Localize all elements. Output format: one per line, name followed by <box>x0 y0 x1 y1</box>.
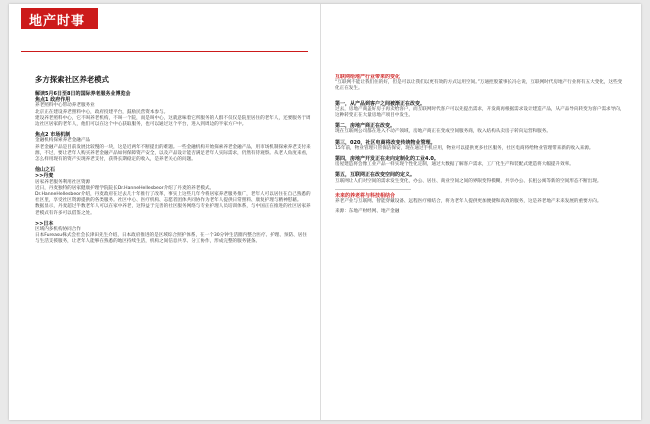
paragraph: 养老照料中心带动养老服务业 <box>35 103 95 109</box>
section-heading: 焦点2 市场机制 <box>35 132 71 139</box>
section-banner-label: 地产时事 <box>29 14 86 29</box>
section-heading: 他山之石 <box>35 167 56 174</box>
section-heading: 第一，从产品到客户之间被渐正在改变。 <box>335 100 426 107</box>
right-article <box>335 74 625 406</box>
section-divider <box>335 189 411 190</box>
section-heading: 第三，020，社区电商将改变传统物业管理。 <box>335 139 436 146</box>
article-title: 多方探索社区养老模式 <box>35 75 109 84</box>
left-article <box>35 75 311 410</box>
paragraph: “互联网不能让我们住的好，但是可以让我们以更有效的方式运用空间。”万通控股董事长冯仑说，互联网时代房地产行业将有五大变化，这些变化正在发生。 <box>335 80 623 92</box>
paragraph: 居家养老服务利用社区资源 <box>35 179 91 185</box>
paragraph: 建设养老照料中心，它不叫养老机构，不叫一个院，而是叫中心，这就意味着它所服务的人群不仅仅是院里居住的老年人，还要服务于周边社区居家的老年人，他们可以在这个中心获取服务，也可以通过这个平台，进入到周边的半家方户中。 <box>35 115 311 128</box>
section-heading: 第二，房地产商正在改变。 <box>335 123 396 130</box>
section-subheading: >>丹麦 <box>35 173 54 180</box>
section-heading: 第四，房地产开发正在走向定制化的工业4.0。 <box>335 156 439 163</box>
paragraph: 金融机构探索养老金融产品 <box>35 138 91 144</box>
section-heading: 第五，互联网正在改变空间的定义。 <box>335 172 416 179</box>
paragraph: 过去，房地产商盖好房子再卖给客户，而互联网时代客户可以先提出需求，开发商再根据需求设计建造产品，从产品导向转变为客户需求导向，这种转变正在大量房地产项目中发生。 <box>335 106 625 119</box>
paragraph: 养老金融产品是目前发展比较慢的一块，这是近两年不断提出的难题。一些金融机构开始探索养老金融产品，用市场机制探索养老支付来源，不过，要让老年人购买养老金融产品如何保障资产安全，以及产品设计能否满足老年人实际需求，仍然有待观察。从老人角度来看，怎么样用现有的资产实现养老支付，获得长期稳定的收入，是养老关心的问题。 <box>35 144 311 163</box>
paragraph: 房屋建造将会像工业产品一样实现个性化定制，通过大数据了解客户需求，工厂化生产和装配式建造将大幅提升效率。 <box>335 162 574 168</box>
page-gutter <box>320 4 321 420</box>
section-subheading: >>日本 <box>35 220 54 227</box>
paragraph: 区域内多机构协同合作 <box>35 227 81 233</box>
article-intro: 解读5月6日至8日的国际养老服务业博览会 <box>35 91 131 97</box>
magazine-spread <box>9 4 641 420</box>
paragraph: Dr.HanneHellesbeor介绍，丹麦政府在过去几十年推行了改革，事实上这些几年今将居家养老服务推广，老年人可以居住在自己熟悉的社区里，享受社区资源提供的各类服务。社区中心、医疗机构、志愿者团体共同协作为老年人提供日常照料、康复护理与精神慰藉。 <box>35 192 311 204</box>
section-heading: 焦点1 政府作用 <box>35 97 71 104</box>
topic-heading: 互联网给地产行业带来的变化 <box>335 74 401 80</box>
paragraph: 互联网让人们对空间的需求发生变化，办公、居住、商业空间之间的界限变得模糊，共享办公、长租公寓等新的空间形态不断出现。 <box>335 178 602 184</box>
section-banner <box>21 8 98 29</box>
paragraph: 日本Fureasu株式会社会长津田先生介绍，日本政府推进的是区域综合照护体系，在一个30分钟生活圈内整合医疗、护理、预防、居住与生活支援服务，让老年人能够在熟悉的地区持续生活，机构之间信息共享、分工协作，形成完整的服务链条。 <box>35 233 307 245</box>
paragraph: 现在互联网公司都在进入不动产领域，房地产商正在变成空间服务商，收入结构从卖房子转向运营和服务。 <box>335 129 551 135</box>
paragraph: 近日，丹麦独特的居家健康护理学院院长Dr.HanneHellesbeor介绍了丹麦的养老模式。 <box>35 185 215 191</box>
paragraph: 15年前，物业管理只管保洁保安，现在通过手机应用，物业可以提供更多社区服务，社区电商将给物业管理带来新的收入来源。 <box>335 145 594 151</box>
paragraph: 北京正在建设养老照料中心，政府投建平台，鼓励民营资本参与。 <box>35 109 169 115</box>
paragraph: 数据显示，丹麦超过半数老年人可以在家中养老，这得益于完善的社区服务网络与专业护理人员培训体系，与中国正在推进的社区居家养老模式有许多可以借鉴之处。 <box>35 204 311 216</box>
topic-heading-2: 未来的养老将与科技相结合 <box>335 192 396 199</box>
paragraph: 养老产业与互联网、智能穿戴设备、远程医疗相结合，将为老年人提供更加便捷和高效的服务，这是养老地产未来发展的重要方向。 <box>335 199 602 205</box>
source-line: 来源：东地产财经网、地产金融 <box>335 209 400 215</box>
red-divider <box>21 51 308 52</box>
